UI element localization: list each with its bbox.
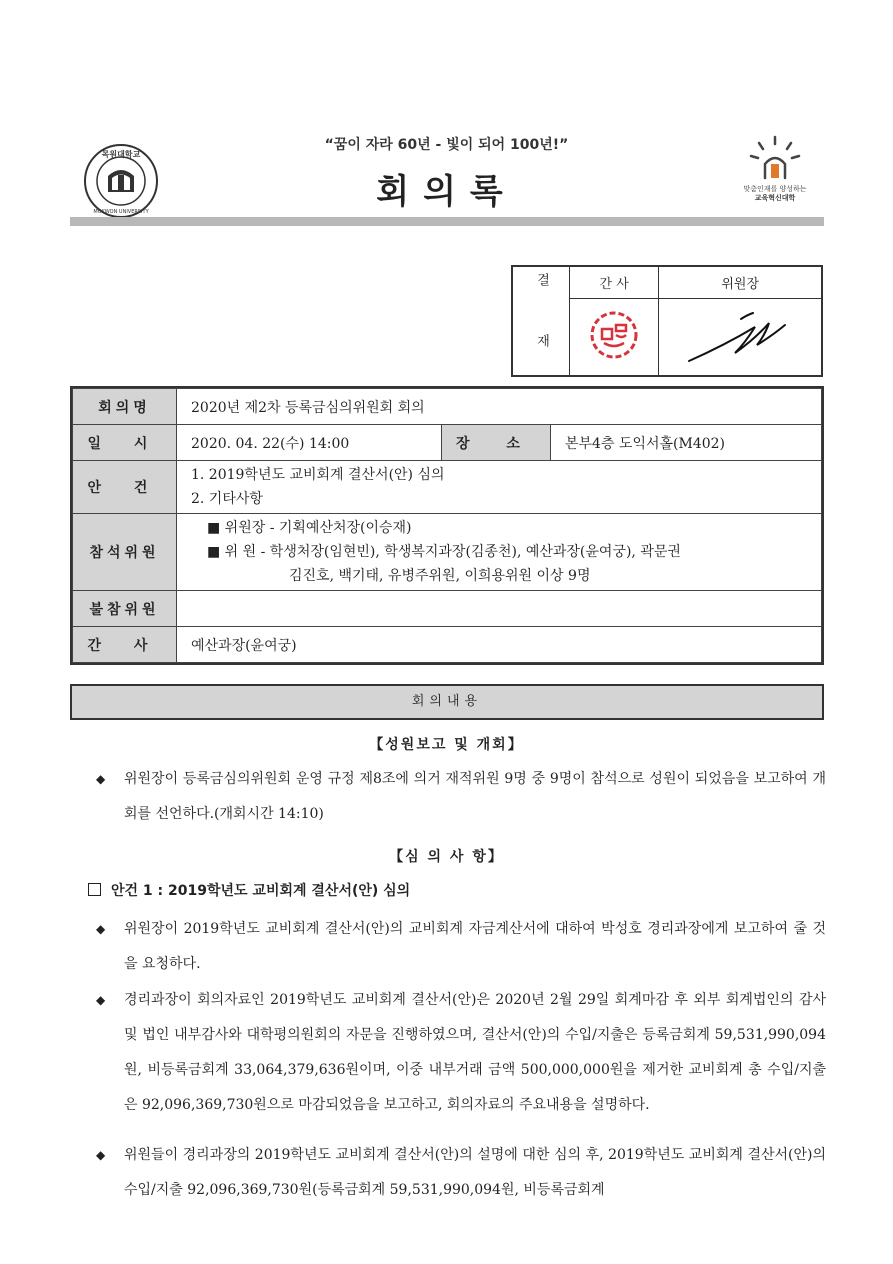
seal-text-bottom: MOKWON UNIVERSITY (93, 209, 149, 215)
diamond-bullet-icon: ◆ (96, 772, 106, 786)
attendee-line: ■ 위원장 - 기획예산처장(이승재) (207, 520, 412, 536)
absent-label: 불참위원 (73, 591, 177, 627)
quorum-heading: 【성원보고 및 개회】 (369, 737, 524, 753)
diamond-bullet-icon: ◆ (96, 993, 106, 1007)
brand-logo (732, 134, 818, 214)
document-title: 회의록 (376, 172, 517, 212)
approval-box (511, 265, 823, 377)
agenda-1-title: 안건 1 : 2019학년도 교비회계 결산서(안) 심의 (88, 880, 410, 900)
lightbulb-icon (745, 134, 805, 184)
slogan: “꿈이 자라 60년 - 빛이 되어 100년!” (324, 137, 569, 153)
meeting-info-table (70, 386, 824, 665)
meeting-name-label: 회의명 (73, 389, 177, 425)
handwritten-signature (685, 305, 795, 365)
brand-line-2: 교육혁신대학 (754, 194, 796, 202)
header-rule (70, 217, 824, 226)
approval-col-secretary: 간 사 (570, 267, 659, 299)
paragraph-2: ◆ 경리과장이 회의자료인 2019학년도 교비회계 결산서(안)은 2020년 2월 29일 회계마감 후 외부 회계법인의 감사 및 법인 내부감사와 대학평의원회의 자문을 진행하였으며, 결산서(안)의 수입/지출은 등록금회계 59,531,990,094원, 비등록금회계 33,064,379,636원이며, 이중 내부거래 금액 500,000,000원을 제거한 교비회계 총 수입/지출은 92,096,369,730원으로 마감되었음을 보고하고, 회의자료의 주요내용을 설명하다. (96, 983, 826, 1123)
diamond-bullet-icon: ◆ (96, 922, 106, 936)
paragraph-3: ◆ 위원들이 경리과장의 2019학년도 교비회계 결산서(안)의 설명에 대한 심의 후, 2019학년도 교비회계 결산서(안)의 수입/지출 92,096,369,730원(등록금회계 59,531,990,094원, 비등록금회계 (96, 1138, 826, 1208)
datetime-value: 2020. 04. 22(수) 14:00 (177, 425, 442, 461)
attendee-line: 김진호, 백기태, 유병주위원, 이희용위원 이상 9명 (289, 568, 591, 584)
secretary-stamp (570, 299, 659, 376)
seal-text-top: 목원대학교 (101, 150, 141, 159)
meeting-name-value: 2020년 제2차 등록금심의위원회 회의 (177, 389, 822, 425)
attendee-line: ■ 위 원 - 학생처장(임현빈), 학생복지과장(김종천), 예산과장(윤여궁), 곽문권 (207, 544, 681, 560)
checkbox-square-icon (88, 883, 101, 896)
brand-line-1: 맞춤인재를 양성하는 (743, 185, 807, 193)
agenda-item: 2. 기타사항 (191, 491, 263, 507)
place-value: 본부4층 도익서홀(M402) (551, 425, 822, 461)
secretary-label: 간 사 (73, 627, 177, 663)
attendees-label: 참석위원 (73, 514, 177, 591)
red-seal-stamp (584, 305, 644, 365)
approval-col-chair: 위원장 (659, 267, 822, 299)
section-title-bar: 회의내용 (70, 684, 824, 720)
approval-label: 결 재 (513, 267, 570, 376)
place-label: 장 소 (442, 425, 551, 461)
deliberation-heading: 【심 의 사 항】 (389, 849, 504, 865)
attendees-list (177, 514, 822, 591)
agenda-list (177, 461, 822, 514)
secretary-value: 예산과장(윤여궁) (177, 627, 822, 663)
absent-value (177, 591, 822, 627)
agenda-item: 1. 2019학년도 교비회계 결산서(안) 심의 (191, 467, 445, 483)
datetime-label: 일 시 (73, 425, 177, 461)
paragraph-1: ◆ 위원장이 2019학년도 교비회계 결산서(안)의 교비회계 자금계산서에 대하여 박성호 경리과장에게 보고하여 줄 것을 요청하다. (96, 912, 826, 982)
agenda-label: 안 건 (73, 461, 177, 514)
chair-signature (659, 299, 822, 376)
quorum-paragraph: ◆ 위원장이 등록금심의위원회 운영 규정 제8조에 의거 재적위원 9명 중 9명이 참석으로 성원이 되었음을 보고하여 개회를 선언하다.(개회시간 14:10) (96, 762, 826, 832)
diamond-bullet-icon: ◆ (96, 1148, 106, 1162)
